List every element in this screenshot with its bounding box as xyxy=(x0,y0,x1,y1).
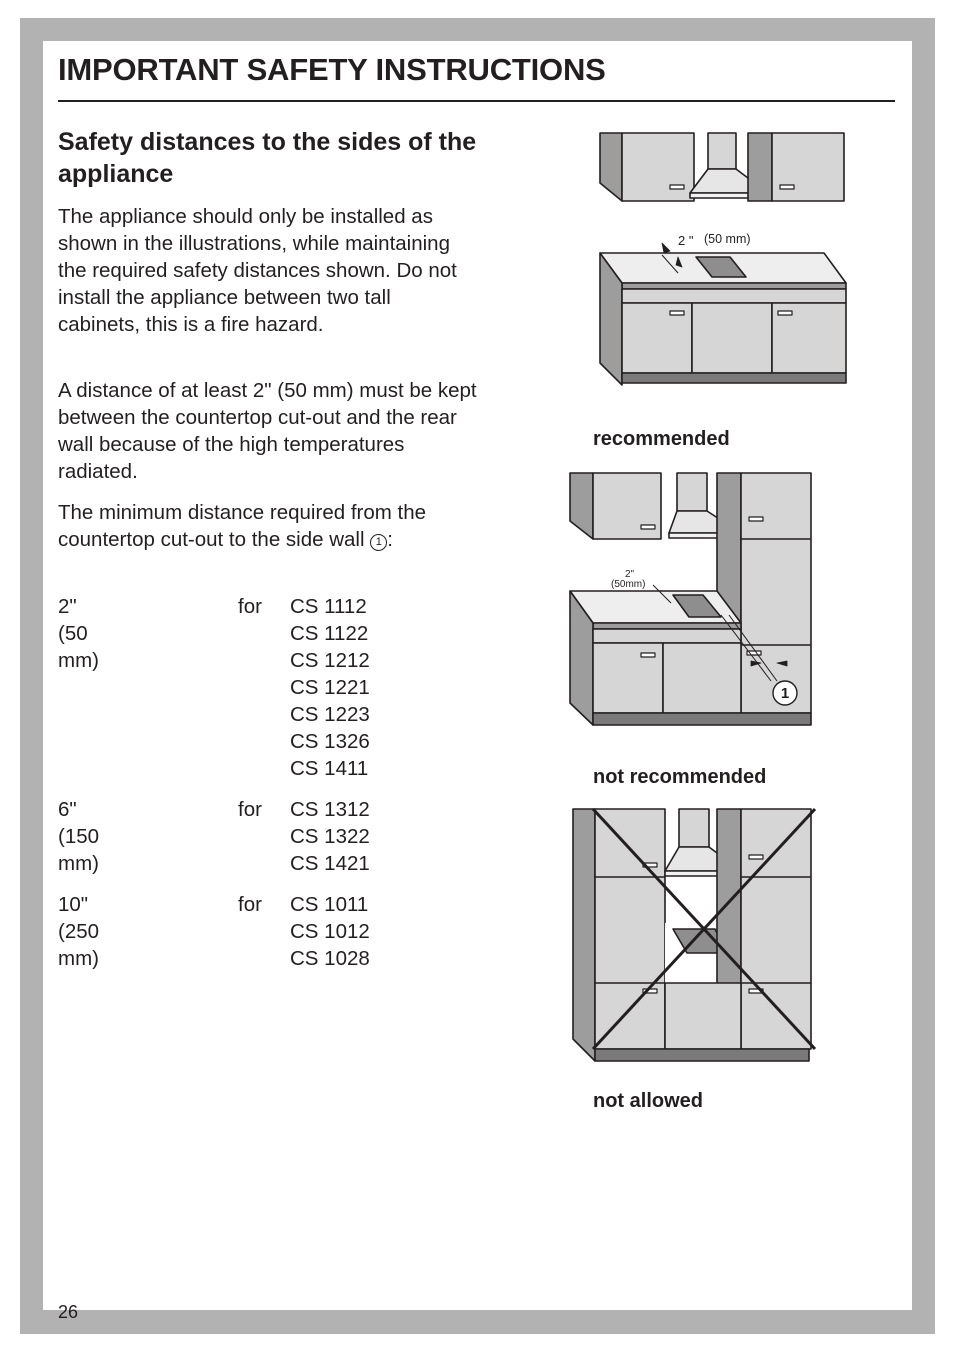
model-item: CS 1012 xyxy=(290,920,370,943)
model-item: CS 1223 xyxy=(290,703,370,726)
paragraph-installation: The appliance should only be installed as shown in the illustrations, while maintaining the required safety distances shown. Do not install the appliance between two tall cabinets, this is a fire hazard. xyxy=(58,205,457,336)
model-item: CS 1221 xyxy=(290,676,370,699)
model-item: CS 1212 xyxy=(290,649,370,672)
model-item: CS 1011 xyxy=(290,893,369,916)
paragraph-side-wall-end: : xyxy=(387,528,393,551)
model-item: CS 1112 xyxy=(290,595,367,618)
paragraph-side-wall-text: The minimum distance required from the countertop cut-out to the side wall xyxy=(58,501,427,551)
model-item: CS 1421 xyxy=(290,852,370,875)
caption-recommended: recommended xyxy=(593,428,730,450)
model-item: CS 1322 xyxy=(290,825,370,848)
fig1-dimension-mm-label: (50 mm) xyxy=(704,232,751,246)
distance-value: 2" (50 mm) xyxy=(58,595,99,672)
fig2-dimension-mm-label: (50mm) xyxy=(611,579,646,590)
section-title: Safety distances to the sides of the appliance xyxy=(58,128,477,188)
model-list xyxy=(290,796,370,877)
marker-1-icon: 1 xyxy=(370,534,387,551)
distance-for: for xyxy=(238,595,262,618)
distance-value: 10" (250 mm) xyxy=(58,893,100,970)
model-item: CS 1411 xyxy=(290,757,369,780)
header-title: IMPORTANT SAFETY INSTRUCTIONS xyxy=(58,52,606,87)
caption-not-recommended: not recommended xyxy=(593,766,767,788)
model-list xyxy=(290,891,370,972)
fig1-dimension-label: 2 " xyxy=(678,233,694,248)
paragraph-side-wall xyxy=(58,499,478,553)
fig2-dimension-label: 2" xyxy=(625,569,635,580)
caption-not-allowed: not allowed xyxy=(593,1090,703,1112)
paragraph-rear-wall: A distance of at least 2" (50 mm) must be kept between the countertop cut-out and the rear wall because of the high temperatures radiated. xyxy=(58,379,477,483)
distance-for: for xyxy=(238,798,262,821)
figure-recommended xyxy=(590,125,860,390)
fig2-marker-1: 1 xyxy=(780,685,790,702)
figure-not-allowed xyxy=(565,803,820,1068)
model-list xyxy=(290,593,370,782)
model-item: CS 1028 xyxy=(290,947,370,970)
figure-not-recommended xyxy=(565,465,820,730)
model-item: CS 1312 xyxy=(290,798,370,821)
distance-value: 6" (150 mm) xyxy=(58,798,100,875)
distance-for: for xyxy=(238,893,262,916)
header-rule xyxy=(58,100,895,102)
model-item: CS 1326 xyxy=(290,730,370,753)
model-item: CS 1122 xyxy=(290,622,369,645)
page-number: 26 xyxy=(58,1302,79,1322)
